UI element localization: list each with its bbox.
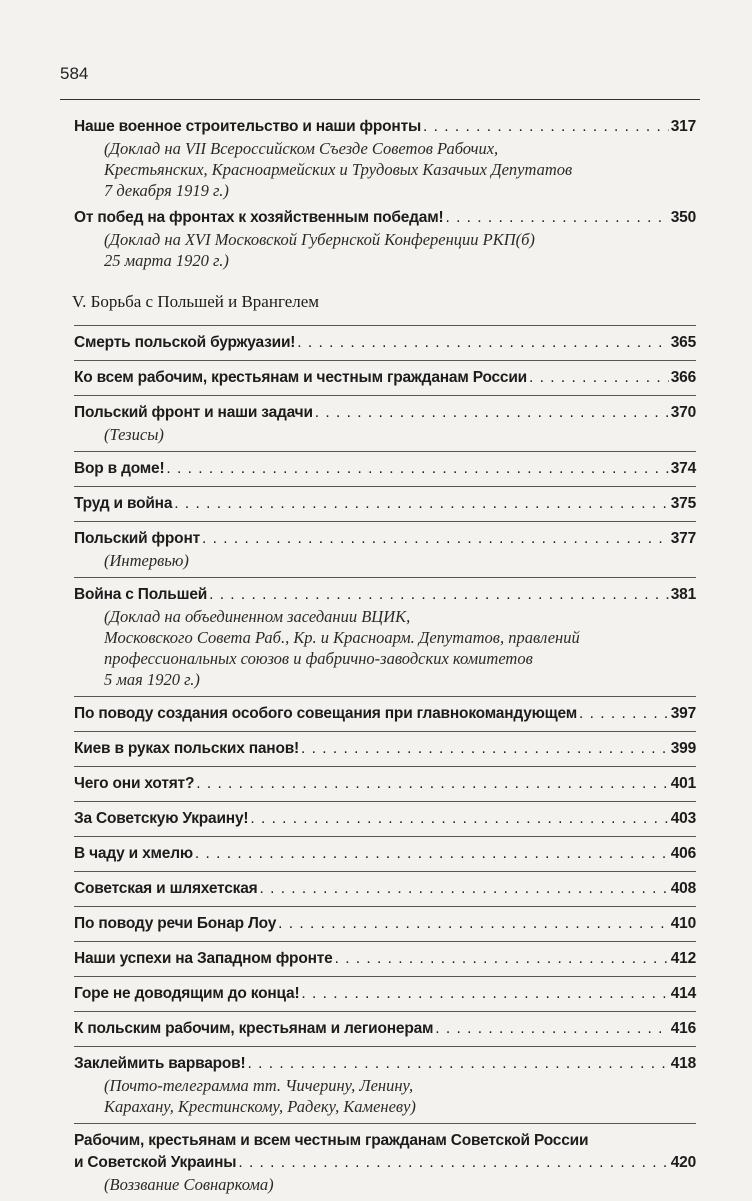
toc-entries-section bbox=[74, 325, 696, 1195]
dot-leader bbox=[315, 402, 669, 424]
toc-entry-title: Польский фронт и наши задачи bbox=[74, 404, 313, 421]
dot-leader bbox=[209, 584, 669, 606]
toc-entry-page: 399 bbox=[670, 740, 696, 757]
toc-entry-title: и Советской Украины bbox=[74, 1154, 237, 1171]
toc-entry-page: 375 bbox=[670, 495, 696, 512]
dot-leader bbox=[301, 738, 669, 760]
toc-entry-title: Чего они хотят? bbox=[74, 775, 195, 792]
toc-entry-line bbox=[74, 738, 696, 760]
toc-entry-note bbox=[74, 229, 696, 271]
header-rule bbox=[60, 99, 700, 100]
toc-entry-page: 366 bbox=[670, 369, 696, 386]
toc-entry-title: Польский фронт bbox=[74, 530, 200, 547]
dot-leader bbox=[297, 332, 668, 354]
toc-entry-page: 317 bbox=[670, 118, 696, 135]
toc-entry-title: Заклеймить варваров! bbox=[74, 1055, 246, 1072]
toc-entry-note-line: (Доклад на XVI Московской Губернской Конференции РКП(б) bbox=[104, 230, 535, 249]
toc-entry-page: 374 bbox=[670, 460, 696, 477]
entry-separator bbox=[74, 1123, 696, 1124]
toc-entry-note bbox=[74, 550, 696, 571]
toc-entry bbox=[74, 878, 696, 900]
toc-entry-line bbox=[74, 983, 696, 1005]
toc-entry-page: 420 bbox=[670, 1154, 696, 1171]
toc-entry-line bbox=[74, 913, 696, 935]
dot-leader bbox=[445, 207, 668, 229]
toc-entry-title: Ко всем рабочим, крестьянам и честным гражданам России bbox=[74, 369, 528, 386]
toc-entry bbox=[74, 528, 696, 571]
toc-entry-note-line: (Почто-телеграмма тт. Чичерину, Ленину, bbox=[104, 1076, 414, 1095]
toc-entry-note-line: (Интервью) bbox=[104, 551, 189, 570]
toc-entry-page: 403 bbox=[670, 810, 696, 827]
toc-entry bbox=[74, 808, 696, 830]
dot-leader bbox=[579, 703, 669, 725]
toc-entry-title: По поводу создания особого совещания при главнокомандующем bbox=[74, 705, 578, 722]
toc-entry-note-line: (Тезисы) bbox=[104, 425, 164, 444]
toc-entry bbox=[74, 703, 696, 725]
toc-entry-page: 416 bbox=[670, 1020, 696, 1037]
toc-entry-page: 412 bbox=[670, 950, 696, 967]
toc-entry-page: 397 bbox=[670, 705, 696, 722]
toc-entry bbox=[74, 458, 696, 480]
toc-entry-note-line: профессиональных союзов и фабрично-заводских комитетов bbox=[104, 649, 533, 668]
toc-entry-line bbox=[74, 703, 696, 725]
toc-entry bbox=[74, 116, 696, 201]
toc-entry bbox=[74, 1018, 696, 1040]
entry-separator bbox=[74, 451, 696, 452]
entry-separator bbox=[74, 766, 696, 767]
toc-entry bbox=[74, 367, 696, 389]
toc-entry bbox=[74, 584, 696, 690]
toc-entry-line bbox=[74, 528, 696, 550]
dot-leader bbox=[423, 116, 669, 138]
toc-entry-title: Труд и война bbox=[74, 495, 173, 512]
toc-entry-note bbox=[74, 606, 696, 690]
toc-entry-page: 370 bbox=[670, 404, 696, 421]
dot-leader bbox=[247, 1053, 668, 1075]
toc-entry-note-line: 25 марта 1920 г.) bbox=[104, 251, 229, 270]
toc-entry-line bbox=[74, 1152, 696, 1174]
toc-entry-note bbox=[74, 1075, 696, 1117]
toc-entry-page: 418 bbox=[670, 1055, 696, 1072]
entry-separator bbox=[74, 801, 696, 802]
toc-entry-line bbox=[74, 948, 696, 970]
toc-entry-note-line: Крестьянских, Красноармейских и Трудовых Казачьих Депутатов bbox=[104, 160, 573, 179]
toc-entry-title: Смерть польской буржуазии! bbox=[74, 334, 296, 351]
entry-separator bbox=[74, 731, 696, 732]
toc-entry-page: 381 bbox=[670, 586, 696, 603]
toc-entry-title: Киев в руках польских панов! bbox=[74, 740, 300, 757]
toc-entry-title-line: Рабочим, крестьянам и всем честным гражданам Советской России bbox=[74, 1132, 589, 1149]
toc-entry-line bbox=[74, 773, 696, 795]
toc-entry-note-line: Московского Совета Раб., Кр. и Красноарм. Депутатов, правлений bbox=[104, 628, 580, 647]
toc-entry-line bbox=[74, 116, 696, 138]
toc-entry-note-line: 5 мая 1920 г.) bbox=[104, 670, 200, 689]
entry-separator bbox=[74, 360, 696, 361]
toc-entry-line bbox=[74, 843, 696, 865]
dot-leader bbox=[238, 1152, 668, 1174]
dot-leader bbox=[435, 1018, 668, 1040]
toc-entry-title: По поводу речи Бонар Лоу bbox=[74, 915, 277, 932]
toc-entry-line bbox=[74, 808, 696, 830]
toc-entry bbox=[74, 913, 696, 935]
section-heading: V. Борьба с Польшей и Врангелем bbox=[72, 292, 320, 311]
entry-separator bbox=[74, 906, 696, 907]
entry-separator bbox=[74, 486, 696, 487]
entry-separator bbox=[74, 871, 696, 872]
toc-entry bbox=[74, 493, 696, 515]
toc-entry-line bbox=[74, 367, 696, 389]
entry-separator bbox=[74, 395, 696, 396]
toc-entry-note-line: 7 декабря 1919 г.) bbox=[104, 181, 229, 200]
toc-entry bbox=[74, 402, 696, 445]
toc-entry bbox=[74, 983, 696, 1005]
toc-entry-title: Наши успехи на Западном фронте bbox=[74, 950, 333, 967]
toc-entry-line bbox=[74, 1053, 696, 1075]
toc-entry-page: 365 bbox=[670, 334, 696, 351]
entry-separator bbox=[74, 1011, 696, 1012]
toc-entry-title: За Советскую Украину! bbox=[74, 810, 249, 827]
dot-leader bbox=[335, 948, 669, 970]
dot-leader bbox=[196, 773, 669, 795]
toc-entry-line bbox=[74, 402, 696, 424]
toc-entry-page: 401 bbox=[670, 775, 696, 792]
toc-entries-before bbox=[74, 116, 696, 271]
dot-leader bbox=[166, 458, 668, 480]
entry-separator bbox=[74, 577, 696, 578]
toc-entry-note-line: Карахану, Крестинскому, Радеку, Каменеву) bbox=[104, 1097, 416, 1116]
toc-entry bbox=[74, 948, 696, 970]
entry-separator bbox=[74, 696, 696, 697]
toc-entry-note bbox=[74, 138, 696, 201]
toc-entry-note bbox=[74, 1174, 696, 1195]
dot-leader bbox=[250, 808, 668, 830]
toc-entry-line bbox=[74, 458, 696, 480]
toc-entry-page: 414 bbox=[670, 985, 696, 1002]
toc-entry-line bbox=[74, 878, 696, 900]
dot-leader bbox=[202, 528, 669, 550]
toc-entry-title: В чаду и хмелю bbox=[74, 845, 193, 862]
toc-entry-note-line: (Воззвание Совнаркома) bbox=[104, 1175, 274, 1194]
toc-entry-note bbox=[74, 424, 696, 445]
entry-separator bbox=[74, 325, 696, 326]
toc-entry-line bbox=[74, 332, 696, 354]
toc-entry-page: 406 bbox=[670, 845, 696, 862]
toc-entry-line bbox=[74, 1018, 696, 1040]
entry-separator bbox=[74, 941, 696, 942]
toc-entry bbox=[74, 332, 696, 354]
dot-leader bbox=[278, 913, 669, 935]
toc-entry-line bbox=[74, 584, 696, 606]
toc-entry-line bbox=[74, 493, 696, 515]
toc-entry bbox=[74, 738, 696, 760]
dot-leader bbox=[529, 367, 669, 389]
toc-entry-title: Советская и шляхетская bbox=[74, 880, 258, 897]
table-of-contents bbox=[74, 116, 696, 1201]
toc-entry-title: От побед на фронтах к хозяйственным победам! bbox=[74, 209, 444, 226]
toc-entry-page: 408 bbox=[670, 880, 696, 897]
toc-entry-page: 410 bbox=[670, 915, 696, 932]
entry-separator bbox=[74, 1046, 696, 1047]
entry-separator bbox=[74, 836, 696, 837]
dot-leader bbox=[301, 983, 668, 1005]
toc-entry-note-line: (Доклад на объединенном заседании ВЦИК, bbox=[104, 607, 411, 626]
toc-entry bbox=[74, 773, 696, 795]
toc-entry bbox=[74, 1053, 696, 1117]
toc-entry-note-line: (Доклад на VII Всероссийском Съезде Советов Рабочих, bbox=[104, 139, 499, 158]
entry-separator bbox=[74, 976, 696, 977]
toc-entry-title: Наше военное строительство и наши фронты bbox=[74, 118, 422, 135]
toc-entry-title: К польским рабочим, крестьянам и легионерам bbox=[74, 1020, 434, 1037]
dot-leader bbox=[195, 843, 669, 865]
toc-entry bbox=[74, 843, 696, 865]
toc-entry-line bbox=[74, 207, 696, 229]
entry-separator bbox=[74, 521, 696, 522]
dot-leader bbox=[259, 878, 668, 900]
toc-entry-title: Горе не доводящим до конца! bbox=[74, 985, 300, 1002]
toc-entry-title: Война с Польшей bbox=[74, 586, 208, 603]
page-number: 584 bbox=[60, 64, 89, 83]
toc-entry-title: Вор в доме! bbox=[74, 460, 165, 477]
toc-entry bbox=[74, 207, 696, 271]
dot-leader bbox=[174, 493, 668, 515]
toc-entry-page: 377 bbox=[670, 530, 696, 547]
toc-entry bbox=[74, 1130, 696, 1195]
toc-entry-page: 350 bbox=[670, 209, 696, 226]
